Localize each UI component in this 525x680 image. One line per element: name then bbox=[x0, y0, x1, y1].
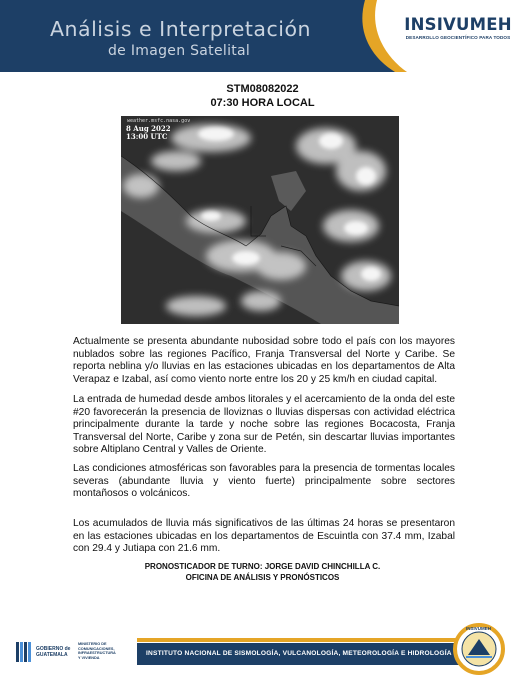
report-time: 07:30 HORA LOCAL bbox=[210, 97, 315, 109]
footer-accent-bar bbox=[137, 638, 471, 642]
report-code: STM08082022 bbox=[226, 83, 299, 95]
brand-tagline: DESARROLLO GEOCIENTÍFICO PARA TODOS bbox=[405, 35, 511, 40]
satellite-date: 8 Aug 2022 bbox=[126, 124, 171, 133]
insivumeh-logo bbox=[398, 15, 518, 40]
page-header bbox=[0, 0, 525, 72]
paragraph-rainfall-accumulation: Los acumulados de lluvia más significativos de las últimas 24 horas se presentaron en las estaciones ubicadas en los departamentos de Escuintla con 37.4 mm, Izabal con 29.4 y Jutiapa con 21.6 mm. bbox=[73, 518, 455, 555]
ministry-line1: MINISTERIO DE bbox=[78, 642, 107, 646]
brand-name: INSIVUMEH bbox=[404, 15, 512, 34]
header-subtitle: de Imagen Satelital bbox=[108, 43, 251, 59]
government-name-line1: GOBIERNO de bbox=[36, 646, 71, 652]
government-shield-icon bbox=[16, 640, 32, 664]
office-name: OFICINA DE ANÁLISIS Y PRONÓSTICOS bbox=[185, 573, 340, 582]
ministry-line3: INFRAESTRUCTURA bbox=[78, 651, 116, 656]
seal-text: INSIVUMEH bbox=[466, 626, 492, 631]
ministry-line4: Y VIVIENDA bbox=[78, 655, 100, 660]
forecaster-signature: PRONOSTICADOR DE TURNO: JORGE DAVID CHINCHILLA C. bbox=[144, 562, 381, 571]
government-name-line2: GUATEMALA bbox=[36, 652, 68, 658]
paragraph-storm-conditions: Las condiciones atmosféricas son favorables para la presencia de tormentas locales severas (abundante lluvia y viento fuerte) principalmente sobre sectores montañosos o volcánicos. bbox=[73, 463, 455, 500]
satellite-image-render bbox=[121, 116, 399, 324]
ministry-line2: COMUNICACIONES, bbox=[78, 646, 115, 651]
paragraph-current-conditions: Actualmente se presenta abundante nubosidad sobre todo el país con los mayores nublados sobre las regiones Pacífico, Franja Transversal del Norte y Caribe. Se reporta neblina y/o lluvias en las estaciones ubicadas en los departamentos de Alta Verapaz e Izabal, así como viento norte entre los 20 y 25 km/h en ciudad capital. bbox=[73, 336, 455, 385]
satellite-time: 13:00 UTC bbox=[126, 132, 168, 141]
ministry-name bbox=[78, 642, 116, 660]
header-title: Análisis e Interpretación bbox=[50, 17, 311, 41]
government-name bbox=[36, 646, 70, 658]
government-logo bbox=[16, 640, 136, 666]
satellite-image bbox=[121, 116, 399, 324]
institute-name: INSTITUTO NACIONAL DE SISMOLOGÍA, VULCANOLOGÍA, METEOROLOGÍA E HIDROLOGÍA bbox=[146, 650, 452, 657]
paragraph-forecast: La entrada de humedad desde ambos litorales y el acercamiento de la onda del este #20 favorecerán la presencia de lloviznas o lluvias dispersas con actividad eléctrica principalmente durante la tarde y noche sobre las regiones Bocacosta, Franja Transversal del Norte, Caribe y zona sur de Petén, sin descartar lluvias importantes sobre Altiplano Central y Valles de Oriente. bbox=[73, 394, 455, 456]
satellite-source: weather.msfc.nasa.gov bbox=[127, 118, 191, 124]
